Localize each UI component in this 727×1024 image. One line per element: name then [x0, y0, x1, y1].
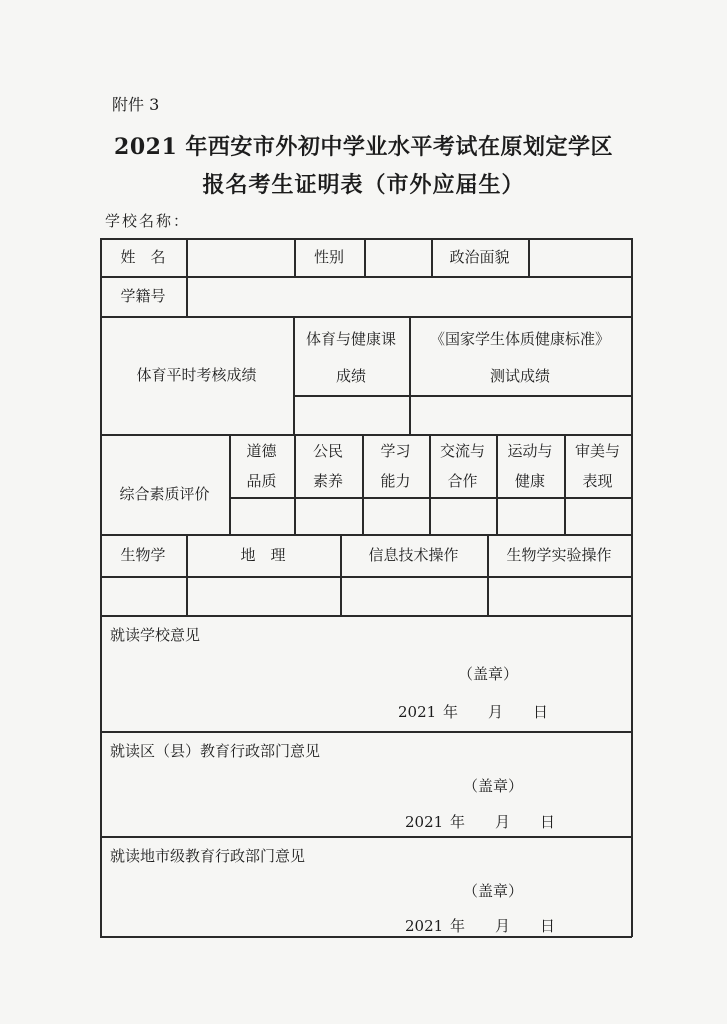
quality-score-field[interactable]	[565, 498, 631, 534]
quality-score-field[interactable]	[497, 498, 564, 534]
school-name-label: 学校名称：	[105, 212, 191, 230]
quality-item-l1: 道德	[246, 441, 277, 460]
form-title-line2: 报名考生证明表（市外应届生）	[202, 172, 525, 198]
school-opinion-label: 就读学校意见	[110, 626, 201, 644]
city-opinion-label: 就读地市级教育行政部门意见	[110, 847, 306, 865]
biology-lab-score-field[interactable]	[488, 577, 631, 615]
quality-item-l2: 合作	[447, 471, 478, 490]
pe-course-score-field[interactable]	[294, 396, 409, 434]
quality-item-l2: 能力	[380, 471, 411, 490]
quality-score-field[interactable]	[363, 498, 429, 534]
attachment-label: 附件 3	[112, 95, 160, 114]
biology-label: 生物学	[120, 546, 166, 565]
quality-item-l2: 素养	[312, 471, 343, 490]
quality-item-l2: 健康	[514, 471, 545, 490]
gender-label: 性别	[313, 247, 344, 266]
biology-lab-label: 生物学实验操作	[506, 546, 612, 565]
quality-item-l1: 运动与	[507, 441, 553, 460]
district-opinion-date: 2021 年 月 日	[405, 813, 555, 831]
quality-score-field[interactable]	[295, 498, 362, 534]
political-status-field[interactable]	[529, 238, 631, 276]
quality-score-field[interactable]	[230, 498, 294, 534]
district-opinion-label: 就读区（县）教育行政部门意见	[110, 742, 321, 760]
school-opinion-date: 2021 年 月 日	[398, 703, 548, 721]
fitness-standard-label: 《国家学生体质健康标准》	[429, 329, 610, 348]
it-operation-label: 信息技术操作	[368, 546, 459, 565]
city-opinion-date: 2021 年 月 日	[405, 917, 555, 935]
quality-score-field[interactable]	[430, 498, 496, 534]
biology-score-field[interactable]	[101, 577, 186, 615]
fitness-standard-label-line2: 测试成绩	[489, 366, 550, 385]
city-stamp-label: （盖章）	[463, 882, 524, 900]
name-label: 姓 名	[120, 247, 166, 266]
school-stamp-label: （盖章）	[458, 665, 519, 683]
quality-item-l1: 公民	[312, 441, 343, 460]
political-status-label: 政治面貌	[449, 247, 510, 266]
quality-item-l2: 表现	[582, 471, 613, 490]
quality-item-l2: 品质	[246, 471, 277, 490]
it-operation-score-field[interactable]	[341, 577, 487, 615]
geography-label: 地 理	[240, 546, 286, 565]
name-field[interactable]	[187, 238, 294, 276]
pe-course-label-line2: 成绩	[335, 366, 366, 385]
fitness-standard-score-field[interactable]	[410, 396, 631, 434]
quality-item-l1: 审美与	[574, 441, 620, 460]
district-stamp-label: （盖章）	[463, 777, 524, 795]
form-title-line1: 2021 年西安市外初中学业水平考试在原划定学区	[114, 134, 613, 160]
pe-usual-score-spacer	[100, 396, 101, 397]
geography-score-field[interactable]	[187, 577, 340, 615]
pe-usual-score-label: 体育平时考核成绩	[136, 365, 257, 384]
gender-field[interactable]	[365, 238, 431, 276]
quality-item-l1: 交流与	[439, 441, 485, 460]
student-id-field[interactable]	[187, 276, 631, 316]
pe-course-label: 体育与健康课	[305, 329, 396, 348]
quality-eval-label: 综合素质评价	[119, 484, 210, 503]
quality-item-l1: 学习	[380, 441, 411, 460]
student-id-label: 学籍号	[120, 286, 166, 305]
